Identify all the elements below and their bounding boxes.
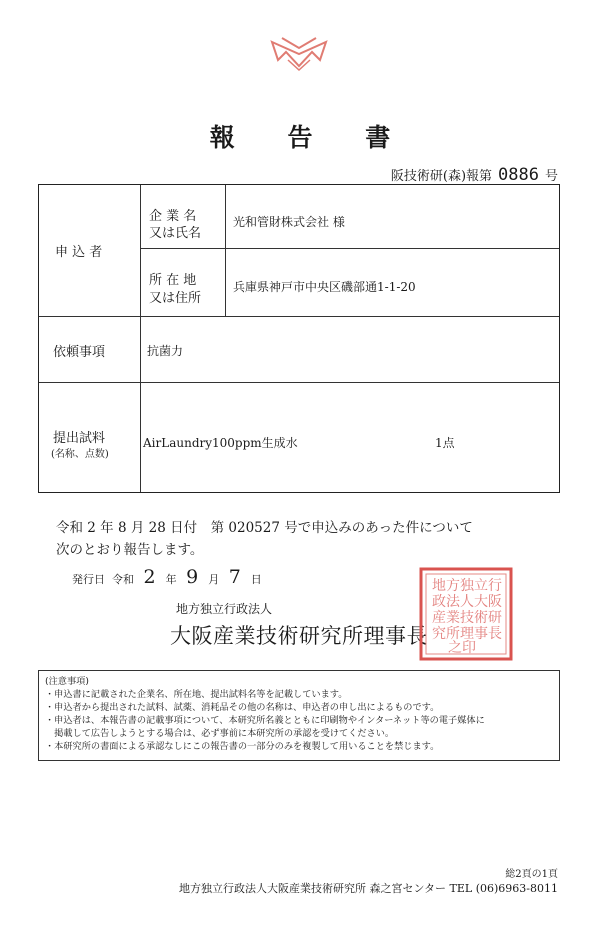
report-form-table <box>38 184 560 493</box>
issue-day-unit: 日 <box>250 573 262 586</box>
page-title: 報 告 書 <box>209 123 413 152</box>
issue-day: 7 <box>228 566 241 588</box>
sample-count: 1点 <box>435 436 455 450</box>
ref-prefix: 阪技術研(森)報第 <box>390 169 493 184</box>
issue-date-label: 発行日 <box>72 573 105 586</box>
issue-era: 令和 <box>112 573 134 586</box>
notes-title: (注意事項) <box>45 676 89 687</box>
page-indicator: 総2頁の1頁 <box>505 869 558 880</box>
sample-name: AirLaundry100ppm生成水 <box>143 436 298 450</box>
request-value: 抗菌力 <box>147 344 184 358</box>
org-type: 地方独立行政法人 <box>176 602 273 616</box>
issue-year: 2 <box>143 566 156 588</box>
stamp-icon <box>268 34 330 74</box>
company-label-1: 企 業 名 <box>149 209 197 224</box>
notes-box <box>38 670 560 761</box>
org-name: 大阪産業技術研究所理事長 <box>170 624 428 648</box>
sample-sublabel: (名称、点数) <box>51 449 109 460</box>
svg-text:地方独立行: 地方独立行 <box>432 578 502 594</box>
reference-number <box>391 165 558 185</box>
company-label-2: 又は氏名 <box>149 226 202 241</box>
issue-month-unit: 月 <box>208 573 220 586</box>
official-seal-icon <box>418 566 514 662</box>
note-item: ・本研究所の書面による承認なしにこの報告書の一部分のみを複製して用いることを禁じます。 <box>45 741 440 752</box>
issue-date <box>72 566 262 588</box>
request-label: 依頼事項 <box>53 345 106 360</box>
issue-year-unit: 年 <box>165 573 177 586</box>
company-value: 光和管財株式会社 様 <box>233 215 345 229</box>
svg-text:産業技術研: 産業技術研 <box>432 610 502 626</box>
ref-suffix: 号 <box>544 169 558 184</box>
svg-text:政法人大阪: 政法人大阪 <box>432 594 502 610</box>
report-body-line-2: 次のとおり報告します。 <box>56 542 204 558</box>
note-item: ・申込書に記載された企業名、所在地、提出試料名等を記載しています。 <box>45 689 348 700</box>
sample-label: 提出試料 <box>53 431 106 446</box>
note-item: ・申込者は、本報告書の記載事項について、本研究所名義とともに印刷物やインターネット等の電子媒体に <box>45 715 485 726</box>
address-label-1: 所 在 地 <box>149 273 197 288</box>
address-value: 兵庫県神戸市中央区磯部通1-1-20 <box>233 280 416 294</box>
issue-month: 9 <box>186 566 199 588</box>
note-item: 掲載して広告しようとする場合は、必ず事前に本研究所の承認を受けてください。 <box>45 728 395 739</box>
footer-org-contact: 地方独立行政法人大阪産業技術研究所 森之宮センター TEL (06)6963-8011 <box>178 882 558 895</box>
ref-number-value: 0886 <box>498 165 539 185</box>
report-body-line-1: 令和 2 年 8 月 28 日付 第 020527 号で申込みのあった件について <box>56 520 473 536</box>
svg-text:究所理事長: 究所理事長 <box>432 626 502 642</box>
address-label-2: 又は住所 <box>149 291 202 306</box>
svg-text:之印: 之印 <box>448 640 476 656</box>
applicant-label: 申 込 者 <box>55 245 103 260</box>
note-item: ・申込者から提出された試料、試薬、消耗品その他の名称は、申込者の申し出によるものです。 <box>45 702 440 713</box>
